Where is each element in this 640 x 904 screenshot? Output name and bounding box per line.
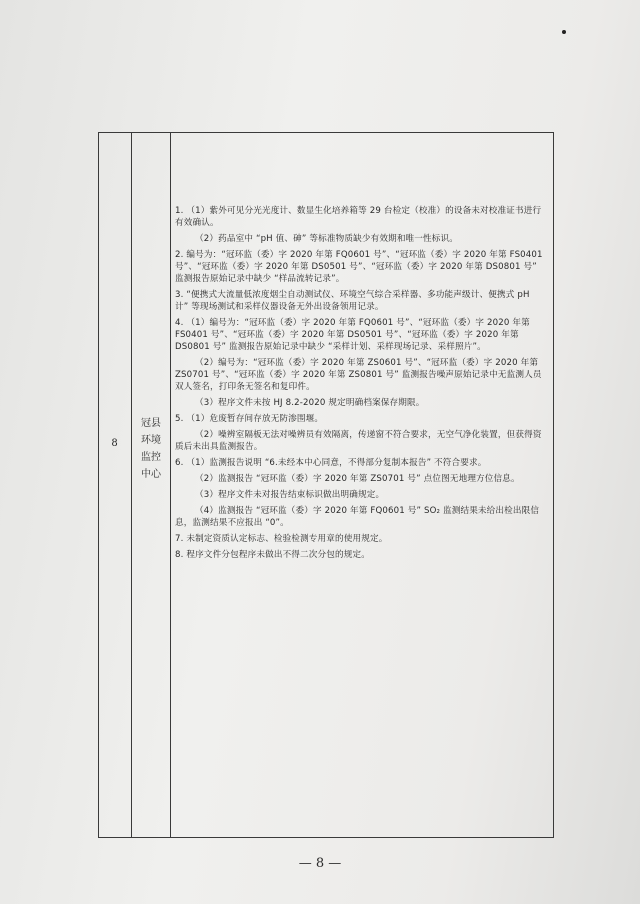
row-number: 8 <box>111 438 118 449</box>
finding-item: （2）监测报告 “冠环监（委）字 2020 年第 ZS0701 号” 点位图无地理方位信息。 <box>195 474 520 484</box>
page-number: — 8 — <box>298 856 342 871</box>
finding-item: 3. “便携式大流量低浓度烟尘自动测试仪、环境空气综合采样器、多功能声级计、便携式 pH 计” 等现场测试和采样仪器设备无外出设备领用记录。 <box>175 290 530 312</box>
unit-name-line: 中心 <box>141 469 161 480</box>
finding-item: 7. 未制定资质认定标志、检验检测专用章的使用规定。 <box>175 534 388 544</box>
column-divider-2 <box>170 132 171 838</box>
findings-list <box>175 205 545 565</box>
scan-speck <box>562 30 566 34</box>
finding-item: （3）程序文件未对报告结束标识做出明确规定。 <box>195 490 385 500</box>
finding-item: 1. （1）紫外可见分光光度计、数显生化培养箱等 29 台检定（校准）的设备未对校准证书进行有效确认。 <box>175 206 542 228</box>
finding-item: （2）编号为：“冠环监（委）字 2020 年第 ZS0601 号”、“冠环监（委）字 2020 年第 ZS0701 号”、“冠环监（委）字 2020 年第 ZS0801 号” 监测报告噪声原始记录中无监测人员双人签名，打印条无签名和复印件。 <box>175 358 542 392</box>
unit-name <box>136 415 166 483</box>
unit-name-line: 监控 <box>141 452 161 463</box>
column-divider-1 <box>131 132 132 838</box>
finding-item: （2）噪辨室隔板无法对噪辨员有效隔离，传递窗不符合要求，无空气净化装置，但获得资质后未出具监测报告。 <box>175 430 542 452</box>
finding-item: （4）监测报告 “冠环监（委）字 2020 年第 FQ0601 号” SO₂ 监测结果未给出检出限信息，监测结果不应报出 “0”。 <box>175 506 540 528</box>
unit-name-line: 环境 <box>141 435 161 446</box>
finding-item: 6. （1）监测报告说明 “6.未经本中心同意，不得部分复制本报告” 不符合要求。 <box>175 458 487 468</box>
finding-item: 8. 程序文件分包程序未做出不得二次分包的规定。 <box>175 550 371 560</box>
finding-item: 2. 编号为：“冠环监（委）字 2020 年第 FQ0601 号”、“冠环监（委）字 2020 年第 FS0401 号”、“冠环监（委）字 2020 年第 DS0501 号”、“冠环监（委）字 2020 年第 DS0801 号” 监测报告原始记录中缺少 “样品流转记录”。 <box>175 250 543 284</box>
finding-item: 4. （1）编号为：“冠环监（委）字 2020 年第 FQ0601 号”、“冠环监（委）字 2020 年第 FS0401 号”、“冠环监（委）字 2020 年第 DS0501 号”、“冠环监（委）字 2020 年第 DS0801 号” 监测报告原始记录中缺少 “采样计划、采样现场记录、采样照片”。 <box>175 318 530 352</box>
finding-item: （2）药品室中 “pH 值、砷” 等标准物质缺少有效期和唯一性标识。 <box>195 234 459 244</box>
unit-name-line: 冠县 <box>141 418 161 429</box>
finding-item: （3）程序文件未按 HJ 8.2-2020 规定明确档案保存期限。 <box>195 398 425 408</box>
finding-item: 5. （1）危废暂存间存放无防渗围堰。 <box>175 414 324 424</box>
